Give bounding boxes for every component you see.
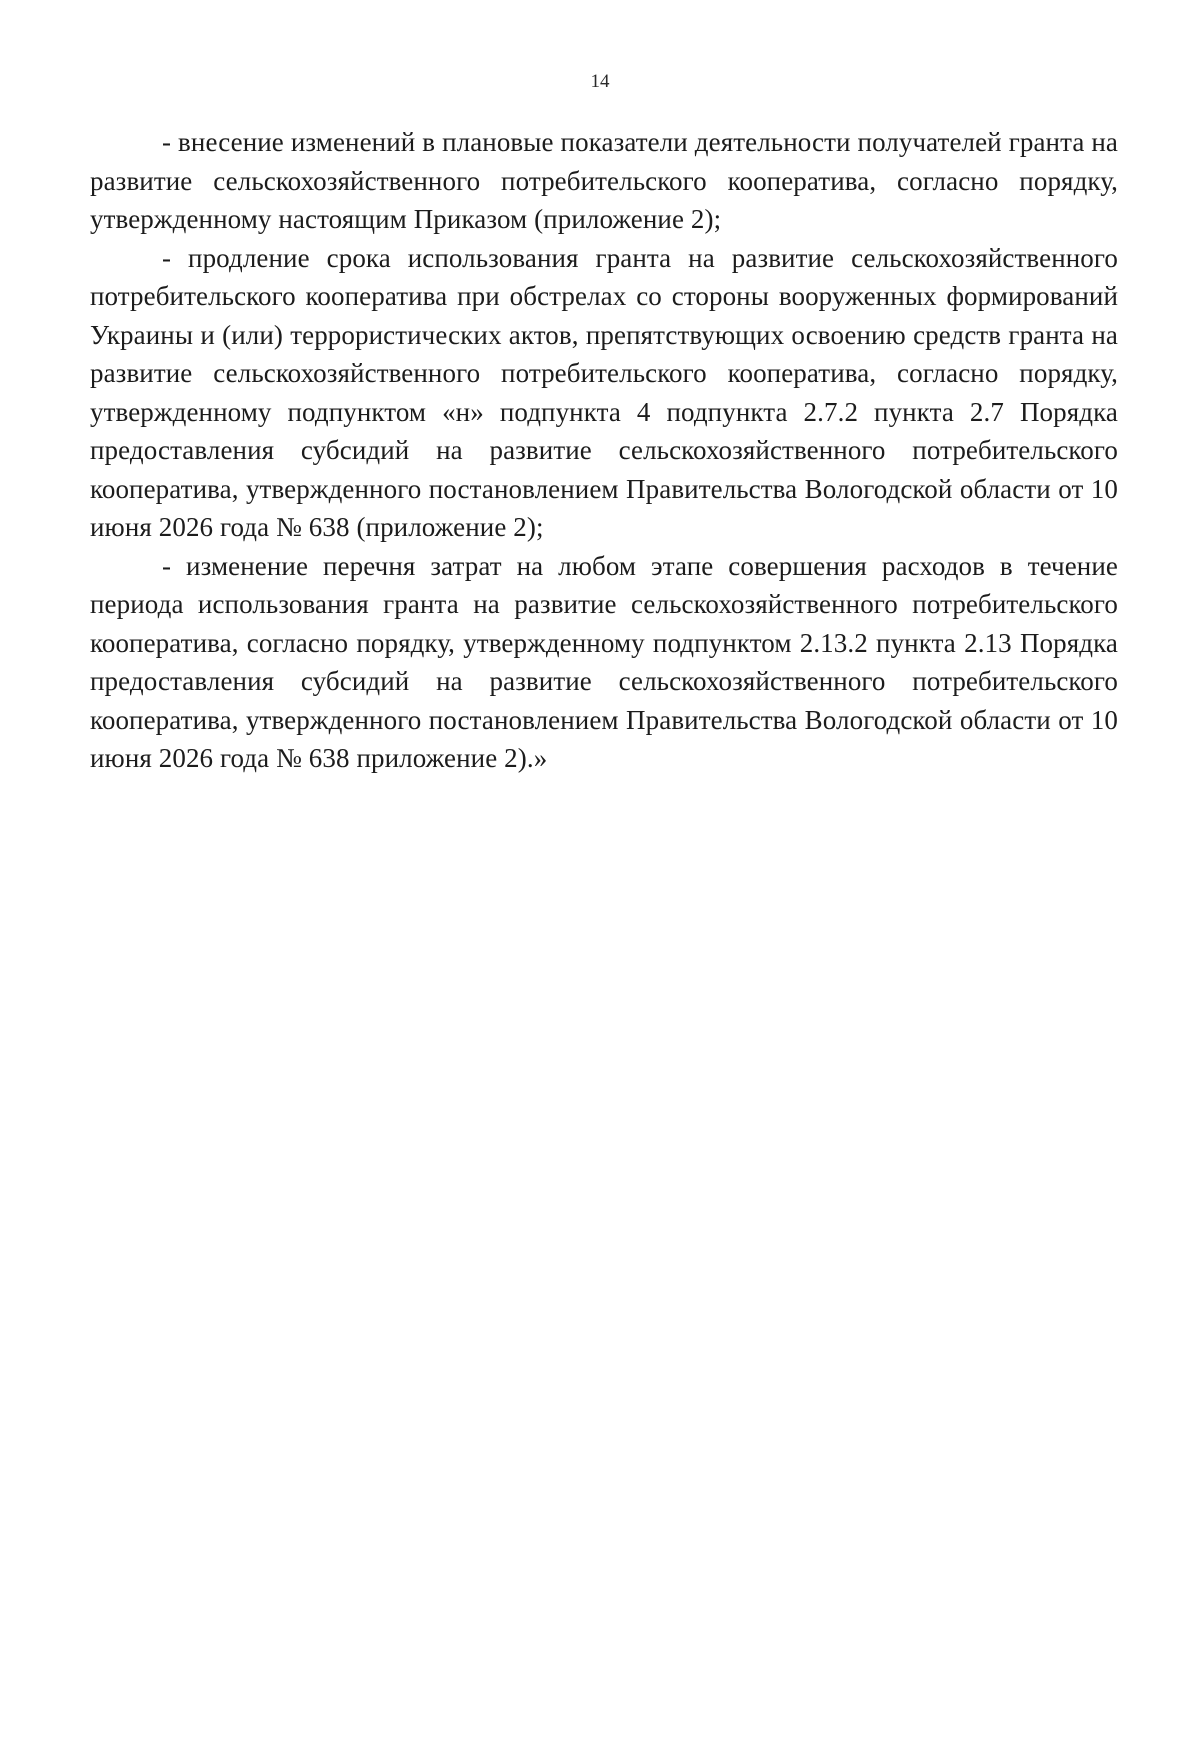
paragraph-cost-list-change: - изменение перечня затрат на любом этапе совершения расходов в течение периода использования гранта на развитие сельскохозяйственного потребительского кооператива, согласно порядку, утвержденному подпунктом 2.13.2 пункта 2.13 Порядка предоставления субсидий на развитие сельскохозяйственного потребительского кооператива, утвержденного постановлением Правительства Вологодской области от 10 июня 2026 года № 638 приложение 2).» [90,550,1118,773]
page-number: 14 [590,71,610,92]
document-body [90,123,1118,778]
paragraph-plan-indicators-change: - внесение изменений в плановые показатели деятельности получателей гранта на развитие сельскохозяйственного потребительского кооператива, согласно порядку, утвержденному настоящим Приказом (приложение 2); [90,127,1118,234]
paragraph-grant-term-extension: - продление срока использования гранта на развитие сельскохозяйственного потребительского кооператива при обстрелах со стороны вооруженных формирований Украины и (или) террористических актов, препятствующих освоению средств гранта на развитие сельскохозяйственного потребительского кооператива, согласно порядку, утвержденному подпунктом «н» подпункта 4 подпункта 2.7.2 пункта 2.7 Порядка предоставления субсидий на развитие сельскохозяйственного потребительского кооператива, утвержденного постановлением Правительства Вологодской области от 10 июня 2026 года № 638 (приложение 2); [90,242,1118,542]
